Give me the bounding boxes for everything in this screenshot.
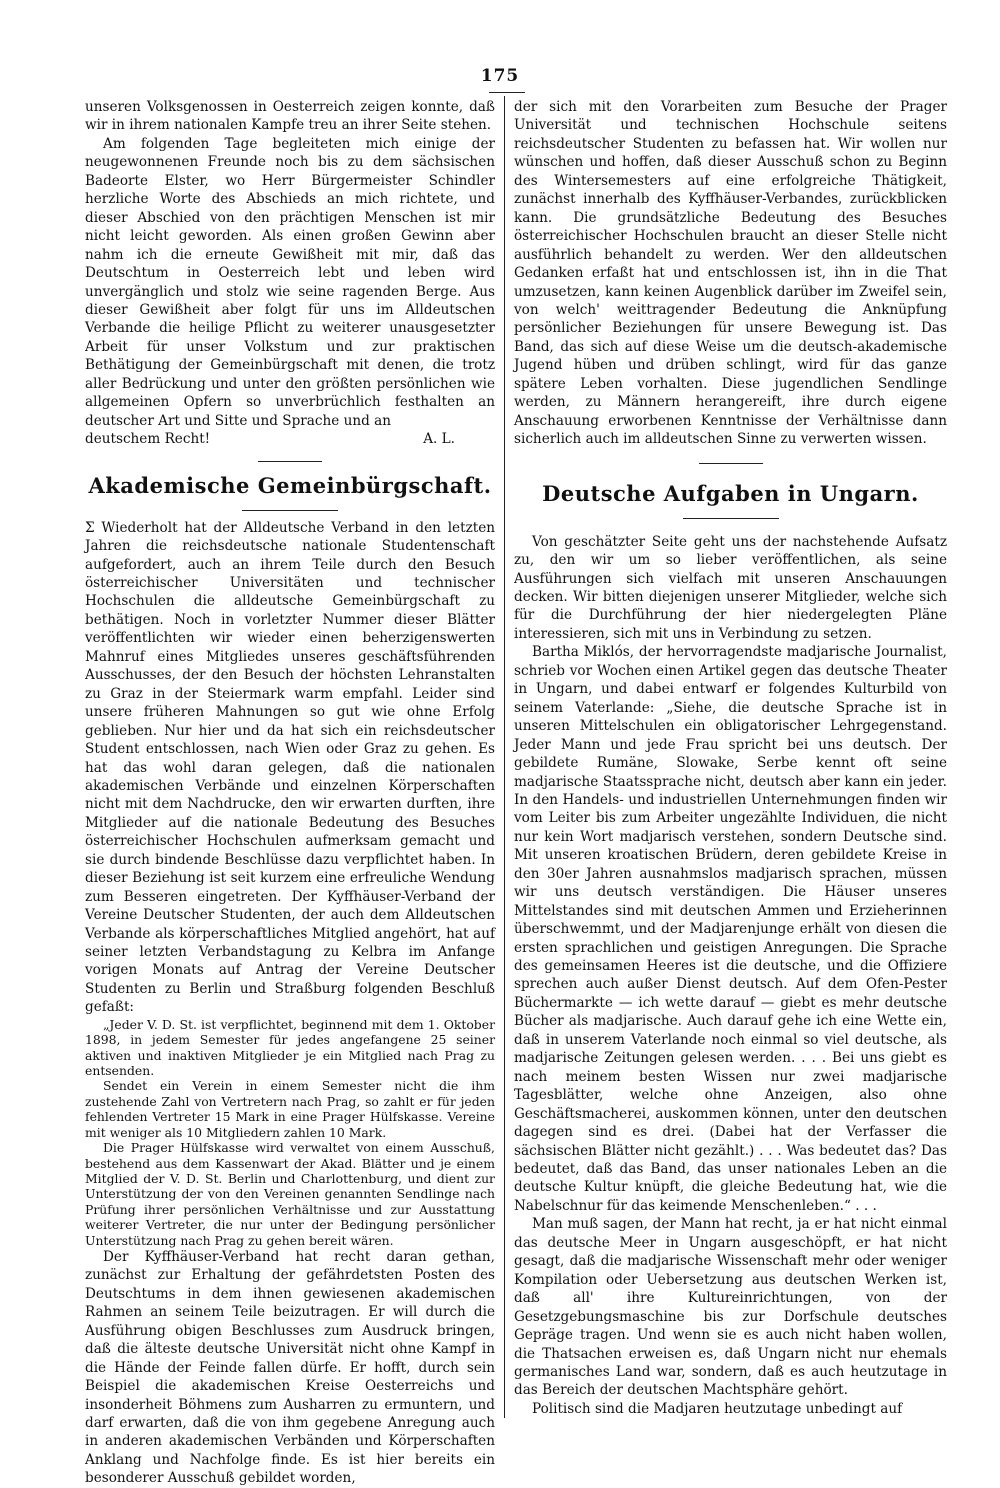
article-paragraph: unseren Volksgenossen in Oesterreich zeigen konnte, daß wir in ihrem nationalen Kampfe treu an ihrer Seite stehen.	[85, 99, 495, 134]
section-heading: Akademische Gemeinbürgschaft.	[88, 472, 492, 498]
left-column	[85, 98, 495, 1488]
article-paragraph: Man muß sagen, der Mann hat recht, ja er hat nicht einmal das deutsche Meer in Ungarn ausgeschöpft, er hat nicht gesagt, daß die madjarische Wissenschaft mehr oder weniger Kompilation oder Uebersetzung aus deutschen Werken ist, daß all' ihre Kultureinrichtungen, von der Gesetzgebungsmaschine bis zur Dorfschule deutsches Gepräge tragen. Und wenn sie es auch nicht haben wollen, die Thatsachen erweisen es, daß Ungarn nicht nur ehemals germanisches Land war, sondern, daß es auch heutzutage in das Bereich der deutschen Machtsphäre gehört.	[514, 1216, 947, 1399]
article-paragraph: Σ Wiederholt hat der Alldeutsche Verband in den letzten Jahren die reichsdeutsche nationale Studentenschaft aufgefordert, auch an ihrem Teile durch den Besuch österreichischer Universitäten und technischer Hochschulen die alldeutsche Gemeinbürgschaft zu bethätigen. Noch in vorletzter Nummer dieser Blätter veröffentlichten wir wieder einen beherzigenswerten Mahnruf eines Mitgliedes unseres geschäftsführenden Ausschusses, der den Besuch der höchsten Lehranstalten zu Graz in der Steiermark warm empfahl. Leider sind unsere früheren Mahnungen so gut wie ohne Erfolg geblieben. Nur hier und da hat sich ein reichsdeutscher Student entschlossen, nach Wien oder Graz zu gehen. Es hat das wohl daran gelegen, daß die nationalen akademischen Verbände und einzelnen Körperschaften nicht mit dem Nachdrucke, den wir erwarten durften, ihre Mitglieder auf die nationale Bedeutung des Besuches österreichischer Hochschulen aufmerksam gemacht und sie durch bindende Beschlüsse dazu verpflichtet haben. In dieser Beziehung ist seit kurzem eine erfreuliche Wendung zum Besseren eingetreten. Der Kyffhäuser-Verband der Vereine Deutscher Studenten, der auch dem Alldeutschen Verbande als körperschaftliches Mitglied angehört, hat auf seiner letzten Verbandstagung zu Kelbra im Anfange vorigen Monats auf Antrag der Vereine Deutscher Studenten zu Berlin und Straßburg folgenden Beschluß gefaßt:	[85, 519, 495, 1016]
signature-line	[85, 430, 495, 448]
heading-underline	[242, 510, 338, 511]
article-paragraph: Von geschätzter Seite geht uns der nachstehende Aufsatz zu, den wir um so lieber veröffentlichen, als seine Ausführungen sich vielfach mit unseren Anschauungen decken. Wir bitten diejenigen unserer Mitglieder, welche sich für die Durchführung der hier niedergelegten Pläne interessieren, sich mit uns in Verbindung zu setzen.	[514, 533, 947, 642]
author-signature: A. L.	[423, 431, 455, 448]
column-divider	[504, 96, 505, 1418]
page-number-underline	[489, 92, 525, 93]
section-heading: Deutsche Aufgaben in Ungarn.	[542, 480, 919, 506]
page-number: 175	[480, 66, 520, 86]
right-column	[514, 98, 947, 1418]
article-paragraph: Politisch sind die Madjaren heutzutage unbedingt auf	[532, 1400, 903, 1417]
section-divider	[258, 461, 322, 462]
section-divider	[699, 463, 763, 464]
article-paragraph: der sich mit den Vorarbeiten zum Besuche der Prager Universität und technischen Hochschule seitens reichsdeutscher Studenten zu befassen hat. Wir wollen nur wünschen und hoffen, daß dieser Ausschuß schon zu Beginn des Wintersemesters auf eine erfolgreiche Thätigkeit, zunächst innerhalb des Kyffhäuser-Verbandes, zurückblicken kann. Die grundsätzliche Bedeutung des Besuches österreichischer Hochschulen braucht an dieser Stelle nicht ausführlich behandelt zu werden. Wer den alldeutschen Gedanken erfaßt hat und entschlossen ist, ihn in die That umzusetzen, kann keinen Augenblick darüber im Zweifel sein, von welch' weittragender Bedeutung die Anknüpfung persönlicher Beziehungen für unsere Bewegung ist. Das Band, das sich auf diese Weise um die deutsch-akademische Jugend hüben und drüben schlingt, wird für das ganze spätere Leben vorhalten. Diese jugendlichen Sendlinge werden, zu Männern herangereift, ihre durch eigene Anschauung erworbenen Kenntnisse der Verhältnisse dann sicherlich auch im alldeutschen Sinne zu verwerten wissen.	[514, 99, 947, 448]
article-paragraph: Am folgenden Tage begleiteten mich einige der neugewonnenen Freunde noch bis zu dem sächsischen Badeorte Elster, wo Herr Bürgermeister Schindler herzliche Worte des Abschieds an mich richtete, und dieser Abschied von den prächtigen Menschen ist mir nicht leicht geworden. Als einen großen Gewinn aber nahm ich die erneute Gewißheit mit mir, daß das Deutschtum in Oesterreich lebt und leben wird unvergänglich und stolz wie seine ragenden Berge. Aus dieser Gewißheit aber folgt für uns im Alldeutschen Verbande die heilige Pflicht zu weiterer unausgesetzter Arbeit für unser Volkstum und zur praktischen Bethätigung der Gemeinbürgschaft mit denen, die trotz aller Bedrückung und unter den größten persönlichen wie allgemeinen Opfern so unverbrüchlich festhalten an deutscher Art und Sitte und Sprache und an	[85, 135, 495, 429]
article-paragraph: Bartha Miklós, der hervorragendste madjarische Journalist, schrieb vor Wochen einen Artikel gegen das deutsche Theater in Ungarn, und dabei entwarf er folgendes Kulturbild von seinem Vaterlande: „Siehe, die deutsche Sprache ist in unseren Mittelschulen ein obligatorischer Lehrgegenstand. Jeder Mann und jede Frau spricht bei uns deutsch. Der gebildete Rumäne, Slowake, Serbe kennt oft seine madjarische Staatssprache nicht, deutsch aber kann ein jeder. In den Handels- und industriellen Unternehmungen finden wir vom Leiter bis zum Arbeiter ungezählte Individuen, die nicht nur kein Wort madjarisch verstehen, sondern Deutsche sind. Mit unseren kroatischen Brüdern, deren gebildete Kreise in den 30er Jahren ausnahmslos madjarisch sprachen, müssen wir uns deutsch verständigen. Die Häuser unseres Mittelstandes sind mit deutschen Ammen und Erzieherinnen überschwemmt, und der Madjarenjunge erhält von diesen die ersten sprachlichen und geistigen Anregungen. Die Sprache des gemeinsamen Heeres ist die deutsche, und die Offiziere sprechen auch außer Dienst deutsch. Auf dem Ofen-Pester Büchermarkte — ich wette darauf — giebt es mehr deutsche Bücher als madjarische. Auch darauf gehe ich eine Wette ein, daß in unserem Vaterlande noch einmal so viel deutsche, als madjarische Zeitungen gelesen werden. . . . Bei uns giebt es nach meinem besten Wissen nur zwei madjarische Tagesblätter, welche ohne Anzeigen, also ohne Geschäftsmacherei, auskommen können, unter den deutschen dagegen sind es drei. (Dabei hat der Verfasser die sächsischen Blätter nicht gezählt.) . . . Was bedeutet das? Das bedeutet, daß das Band, das unser nationales Leben an die deutsche Kultur knüpft, die gleiche Bedeutung hat, wie die Nabelschnur für das keimende Menschenleben.“ . . .	[514, 644, 947, 1214]
quoted-paragraph: Die Prager Hülfskasse wird verwaltet von einem Ausschuß, bestehend aus dem Kassenwart der Akad. Blätter und je einem Mitglied der V. D. St. Berlin und Charlottenburg, und dient zur Unterstützung der von den Vereinen genannten Sendlinge nach Prüfung ihrer persönlichen Verhältnisse und zur Ausstattung weiterer Vertreter, die nur unter der Bedingung persönlicher Unterstützung nach Prag zu gehen bereit wären.	[85, 1140, 495, 1248]
quoted-paragraph: Sendet ein Verein in einem Semester nicht die ihm zustehende Zahl von Vertretern nach Prag, so zahlt er für jeden fehlenden Vertreter 15 Mark in eine Prager Hülfskasse. Vereine mit weniger als 10 Mitgliedern zahlen 10 Mark.	[85, 1078, 495, 1140]
quoted-paragraph: „Jeder V. D. St. ist verpflichtet, beginnend mit dem 1. Oktober 1898, in jedem Semester für jedes angefangene 25 seiner aktiven und inaktiven Mitglieder je ein Mitglied nach Prag zu entsenden.	[85, 1016, 495, 1079]
closing-line: deutschem Recht!	[85, 431, 211, 448]
heading-underline	[683, 518, 779, 519]
article-paragraph: Der Kyffhäuser-Verband hat recht daran gethan, zunächst zur Erhaltung der gefährdetsten Posten des Deutschtums in dem ihnen gewiesenen akademischen Rahmen an seinem Teile beizutragen. Er will durch die Ausführung obigen Beschlusses zum Ausdruck bringen, daß die älteste deutsche Universität nicht ohne Kampf in die Hände der Feinde fallen dürfe. Er hofft, durch sein Beispiel die akademischen Kreise Oesterreichs und insonderheit Böhmens zum Ausharren zu ermuntern, und darf erwarten, daß die von ihm gegebene Anregung auch in anderen akademischen Verbänden und Körperschaften Anklang und Nachfolge finde. Es ist hier bereits ein besonderer Ausschuß gebildet worden,	[85, 1248, 495, 1487]
